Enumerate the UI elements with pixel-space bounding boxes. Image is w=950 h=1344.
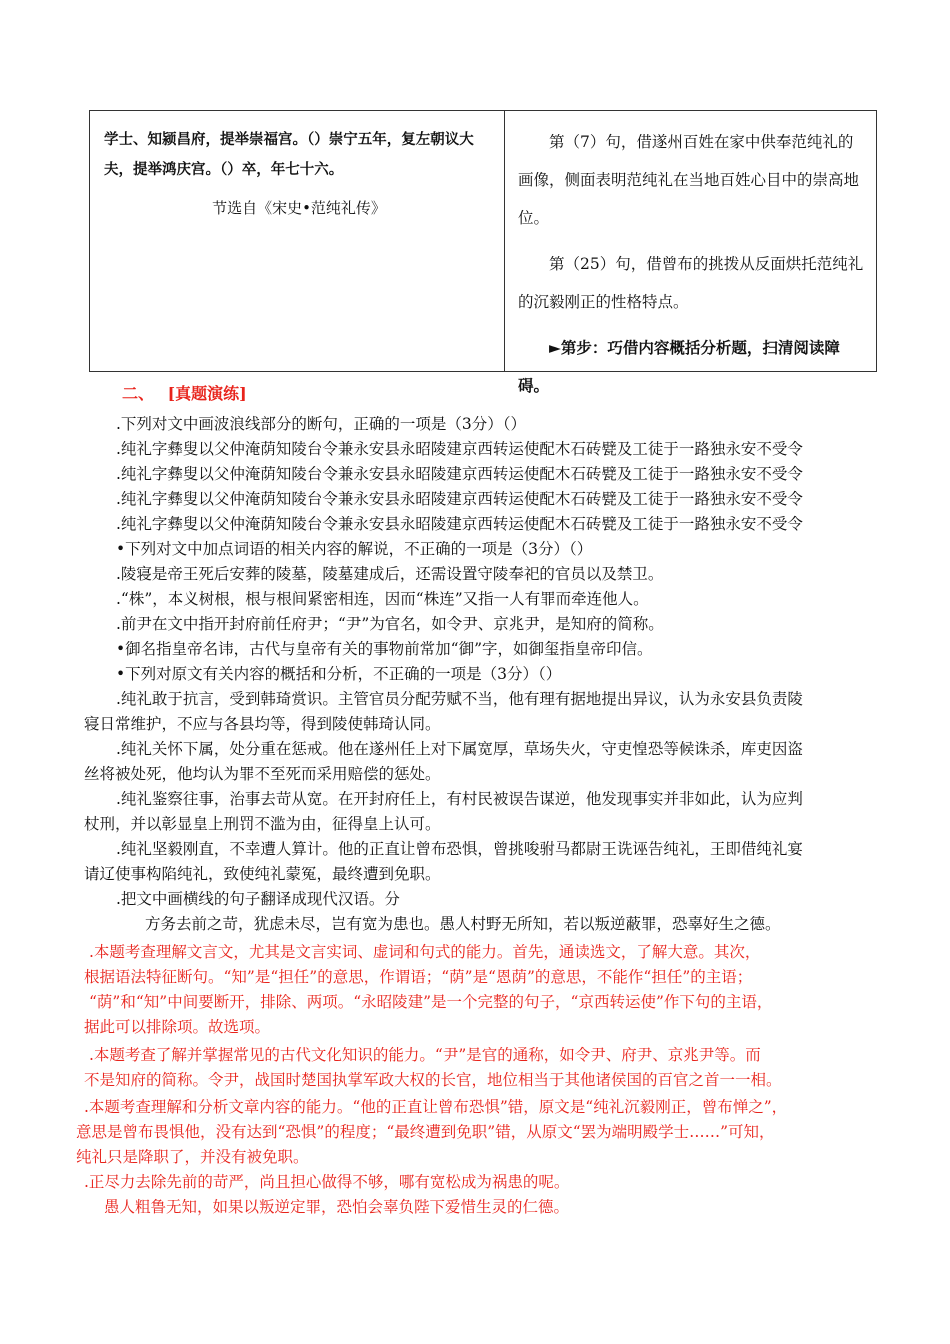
question-line: .陵寝是帝王死后安葬的陵墓，陵墓建成后，还需设置守陵奉祀的官员以及禁卫。 bbox=[116, 565, 664, 583]
question-line: 丝将被处死，他均认为罪不至死而采用赔偿的惩处。 bbox=[84, 765, 441, 783]
table-left-cell bbox=[104, 125, 494, 223]
section-title: [真题演练] bbox=[167, 384, 247, 403]
source-citation: 节选自《宋史•范纯礼传》 bbox=[212, 199, 386, 217]
question-line: .“株”，本义树根，根与根间紧密相连，因而“株连”又指一人有罪而牵连他人。 bbox=[116, 590, 649, 608]
table-divider bbox=[504, 111, 505, 371]
question-line: .纯礼敢于抗言，受到韩琦赏识。主管官员分配劳赋不当，他有理有据地提出异议，认为永安县负责陵 bbox=[116, 690, 803, 708]
question-line: 方务去前之苛，犹虑未尽，岂有宽为患也。愚人村野无所知，若以叛逆蔽罪，恐辜好生之德。 bbox=[145, 915, 781, 933]
answer-line: 不是知府的简称。令尹，战国时楚国执掌军政大权的长官，地位相当于其他诸侯国的百官之首一一相。 bbox=[84, 1071, 782, 1089]
section-heading bbox=[122, 382, 247, 406]
answer-line: .本题考查理解文言文，尤其是文言实词、虚词和句式的能力。首先，通读选文，了解大意。其次， bbox=[89, 943, 761, 961]
table-right-cell bbox=[518, 123, 868, 405]
question-line: •御名指皇帝名讳，古代与皇帝有关的事物前常加“御”字，如御玺指皇帝印信。 bbox=[116, 640, 653, 658]
question-line: •下列对文中加点词语的相关内容的解说，不正确的一项是（3分）（） bbox=[116, 540, 593, 558]
answer-line: .本题考查理解和分析文章内容的能力。“他的正直让曾布恐惧”错，原文是“纯礼沉毅刚正，曾布惮之”， bbox=[84, 1098, 788, 1116]
analysis-paragraph-1: 第（7）句，借遂州百姓在家中供奉范纯礼的画像，侧面表明范纯礼在当地百姓心目中的崇高地位。 bbox=[518, 133, 860, 227]
question-line: .纯礼鉴察往事，治事去苛从宽。在开封府任上，有村民被误告谋逆，他发现事实并非如此，认为应判 bbox=[116, 790, 803, 808]
answer-line: .本题考查了解并掌握常见的古代文化知识的能力。“尹”是官的通称，如令尹、府尹、京兆尹等。而 bbox=[89, 1046, 761, 1064]
answer-line: 根据语法特征断句。“知”是“担任”的意思，作谓语；“荫”是“恩荫”的意思，不能作“担任”的主语； bbox=[84, 968, 753, 986]
step-heading: ►第步：巧借内容概括分析题，扫清阅读障碍。 bbox=[518, 338, 840, 395]
question-line: .把文中画横线的句子翻译成现代汉语。分 bbox=[116, 890, 400, 908]
left-line-2: 夫，提举鸿庆宫。（）卒，年七十六。 bbox=[104, 161, 344, 178]
question-line: .纯礼字彝叟以父仲淹荫知陵台令兼永安县永昭陵建京西转运使配木石砖甓及工徒于一路独永安不受令 bbox=[116, 490, 803, 508]
answer-line: 纯礼只是降职了，并没有被免职。 bbox=[76, 1148, 309, 1166]
section-number: 二、 bbox=[122, 384, 155, 403]
question-line: .纯礼字彝叟以父仲淹荫知陵台令兼永安县永昭陵建京西转运使配木石砖甓及工徒于一路独永安不受令 bbox=[116, 515, 803, 533]
answer-line: 愚人粗鲁无知，如果以叛逆定罪，恐怕会辜负陛下爱惜生灵的仁德。 bbox=[104, 1198, 570, 1216]
question-line: •下列对原文有关内容的概括和分析，不正确的一项是（3分）（） bbox=[116, 665, 562, 683]
question-line: .下列对文中画波浪线部分的断句，正确的一项是（3分）（） bbox=[116, 415, 527, 433]
question-line: .纯礼坚毅刚直，不幸遭人算计。他的正直让曾布恐惧，曾挑唆驸马都尉王诜诬告纯礼，王即借纯礼宴 bbox=[116, 840, 803, 858]
left-line-1: 学士、知颍昌府，提举崇福宫。（）崇宁五年，复左朝议大 bbox=[104, 131, 474, 148]
answer-line: .正尽力去除先前的苛严，尚且担心做得不够，哪有宽松成为祸患的呢。 bbox=[84, 1173, 570, 1191]
question-line: .纯礼字彝叟以父仲淹荫知陵台令兼永安县永昭陵建京西转运使配木石砖甓及工徒于一路独永安不受令 bbox=[116, 440, 803, 458]
question-line: .纯礼字彝叟以父仲淹荫知陵台令兼永安县永昭陵建京西转运使配木石砖甓及工徒于一路独永安不受令 bbox=[116, 465, 803, 483]
question-line: 杖刑，并以彰显皇上刑罚不滥为由，征得皇上认可。 bbox=[84, 815, 441, 833]
question-line: 寝日常维护，不应与各县均等，得到陵使韩琦认同。 bbox=[84, 715, 441, 733]
question-line: .纯礼关怀下属，处分重在惩戒。他在遂州任上对下属宽厚，草场失火，守吏惶恐等候诛杀，库吏因盗 bbox=[116, 740, 803, 758]
question-line: 请辽使事构陷纯礼，致使纯礼蒙冤，最终遭到免职。 bbox=[84, 865, 441, 883]
answer-line: “荫”和“知”中间要断开，排除、两项。“永昭陵建”是一个完整的句子，“京西转运使”作下句的主语， bbox=[89, 993, 773, 1011]
answer-line: 据此可以排除项。故选项。 bbox=[84, 1018, 271, 1036]
analysis-paragraph-2: 第（25）句，借曾布的挑拨从反面烘托范纯礼的沉毅刚正的性格特点。 bbox=[518, 255, 864, 311]
question-line: .前尹在文中指开封府前任府尹；“尹”为官名，如令尹、京兆尹，是知府的简称。 bbox=[116, 615, 664, 633]
answer-line: 意思是曾布畏惧他，没有达到“恐惧”的程度；“最终遭到免职”错，从原文“罢为端明殿学士……”可知， bbox=[76, 1123, 775, 1141]
